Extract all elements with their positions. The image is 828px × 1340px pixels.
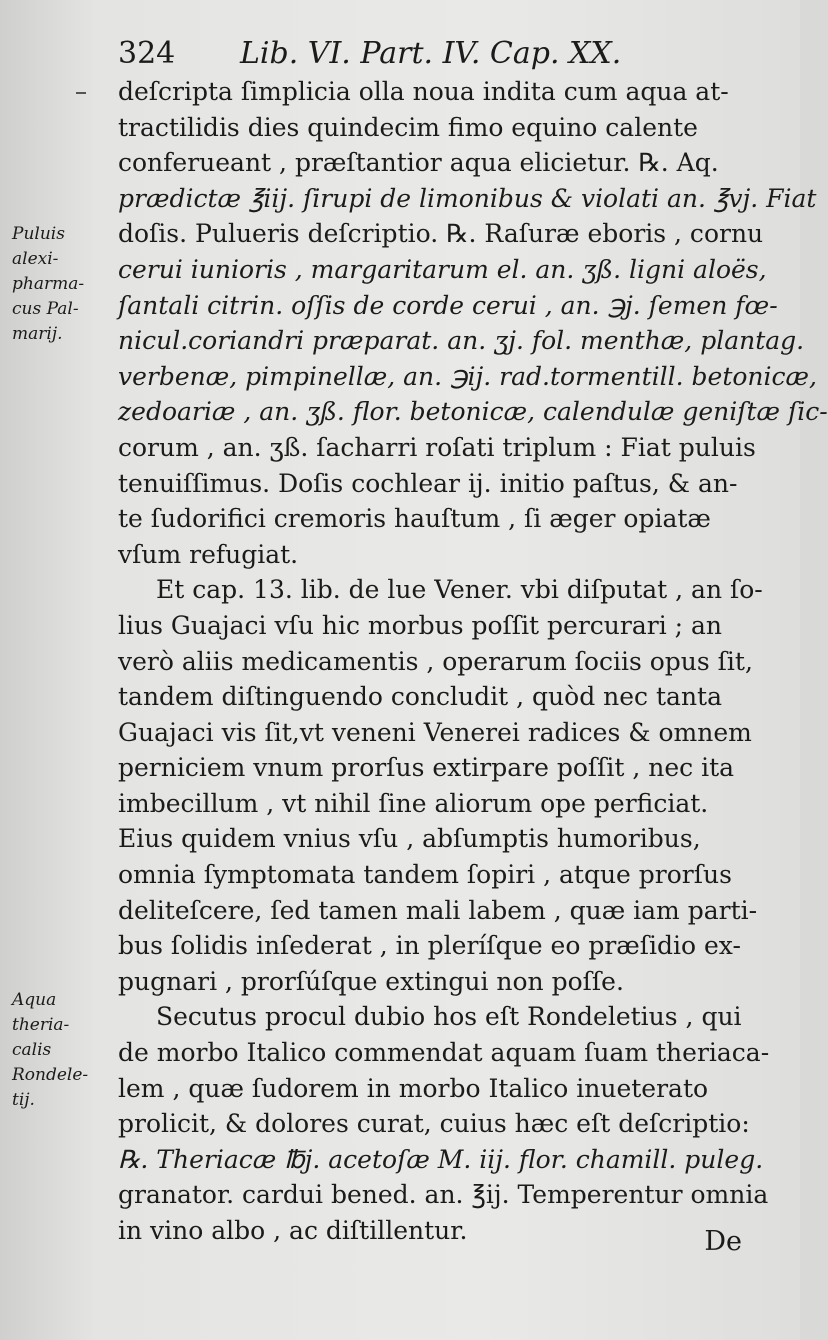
text-line: corum , an. ʒß. ſacharri roſati triplum : Fiat puluis: [118, 432, 756, 462]
text-line: doſis. Pulueris deſcriptio. ℞. Raſuræ eboris , cornu: [118, 219, 764, 249]
margin-note-line: Aqua: [12, 990, 57, 1010]
text-line: zedoariæ , an. ʒß. flor. betonicæ, calendulæ geniſtæ ſic-: [118, 397, 828, 427]
text-line: verò aliis medicamentis , operarum ſociis opus ſit,: [118, 646, 753, 676]
text-line: vſum refugiat.: [118, 539, 299, 569]
text-line: omnia ſymptomata tandem ſopiri , atque prorſus: [118, 860, 732, 890]
text-line: pugnari , prorſúſque extingui non poſſe.: [118, 966, 624, 996]
text-line: prædictæ ℥iij. ſirupi de limonibus & violati an. ℥vj. Fiat: [118, 183, 817, 213]
text-line: prolicit, & dolores curat, cuius hæc eſt deſcriptio:: [118, 1109, 750, 1139]
margin-note-line: cus Pal-: [12, 299, 79, 319]
margin-note-line: Puluis: [12, 224, 65, 244]
margin-note-line: calis: [12, 1040, 52, 1060]
text-line: cerui iunioris , margaritarum el. an. ʒß. ligni aloës,: [118, 254, 767, 284]
text-line: lem , quæ ſudorem in morbo Italico inueterato: [118, 1073, 709, 1103]
margin-note-line: marij.: [12, 324, 63, 344]
text-line: tenuiſſimus. Doſis cochlear ij. initio paſtus, & an-: [118, 468, 738, 498]
margin-note-line: Rondele-: [12, 1065, 89, 1085]
margin-note-line: tij.: [12, 1090, 35, 1110]
body-text: [118, 74, 828, 1249]
catchword: De: [704, 1226, 742, 1257]
text-line: deſcripta ſimplicia olla noua indita cum aqua at-: [118, 77, 729, 106]
margin-note-line: alexi-: [12, 249, 59, 269]
text-line: granator. cardui bened. an. ℥ij. Temperentur omnia: [118, 1180, 769, 1210]
margin-note-line: theria-: [12, 1015, 70, 1035]
text-line: perniciem vnum prorſus extirpare poſſit , nec ita: [118, 753, 735, 783]
text-line: ſantali citrin. oſſis de corde cerui , an. ℈j. ſemen fœ-: [118, 290, 778, 320]
text-line: tractilidis dies quindecim fimo equino calente: [118, 112, 698, 142]
text-line: nicul.coriandri præparat. an. ʒj. fol. menthæ, plantag.: [118, 326, 805, 356]
text-line: bus ſolidis inſederat , in pleríſque eo præſidio ex-: [118, 931, 741, 961]
margin-note-line: pharma-: [12, 274, 85, 294]
page-header: [118, 34, 678, 74]
running-title: Lib. VI. Part. IV. Cap. XX.: [240, 36, 622, 71]
text-line: tandem diſtinguendo concludit , quòd nec tanta: [118, 682, 722, 712]
text-line: Guajaci vis ſit,vt veneni Venerei radices & omnem: [118, 717, 752, 747]
text-line: deliteſcere, ſed tamen mali labem , quæ iam parti-: [118, 895, 758, 925]
text-line: de morbo Italico commendat aquam ſuam theriaca-: [118, 1038, 770, 1068]
text-line: conferueant , præſtantior aqua elicietur. ℞. Aq.: [118, 148, 719, 178]
text-line: ℞. Theriacæ ℔j. acetoſæ M. iij. flor. chamill. puleg.: [118, 1144, 764, 1174]
text-line: Eius quidem vnius vſu , abſumptis humoribus,: [118, 824, 701, 854]
text-line: in vino albo , ac diſtillentur.: [118, 1216, 468, 1245]
margin-note-puluis: [12, 222, 110, 347]
margin-note-aqua: [12, 988, 110, 1113]
text-line: Secutus procul dubio hos eſt Rondeletius , qui: [156, 1002, 742, 1032]
margin-dash: [76, 92, 86, 94]
text-line: lius Guajaci vſu hic morbus poſſit percurari ; an: [118, 610, 723, 640]
text-line: Et cap. 13. lib. de lue Vener. vbi diſputat , an ſo-: [156, 575, 763, 605]
page-number: 324: [118, 36, 176, 71]
text-line: imbecillum , vt nihil ſine aliorum ope perficiat.: [118, 788, 709, 818]
text-line: verbenæ, pimpinellæ, an. ℈ij. rad.tormentill. betonicæ,: [118, 361, 817, 391]
text-line: te ſudorifici cremoris hauſtum , ſi æger opiatæ: [118, 504, 711, 534]
